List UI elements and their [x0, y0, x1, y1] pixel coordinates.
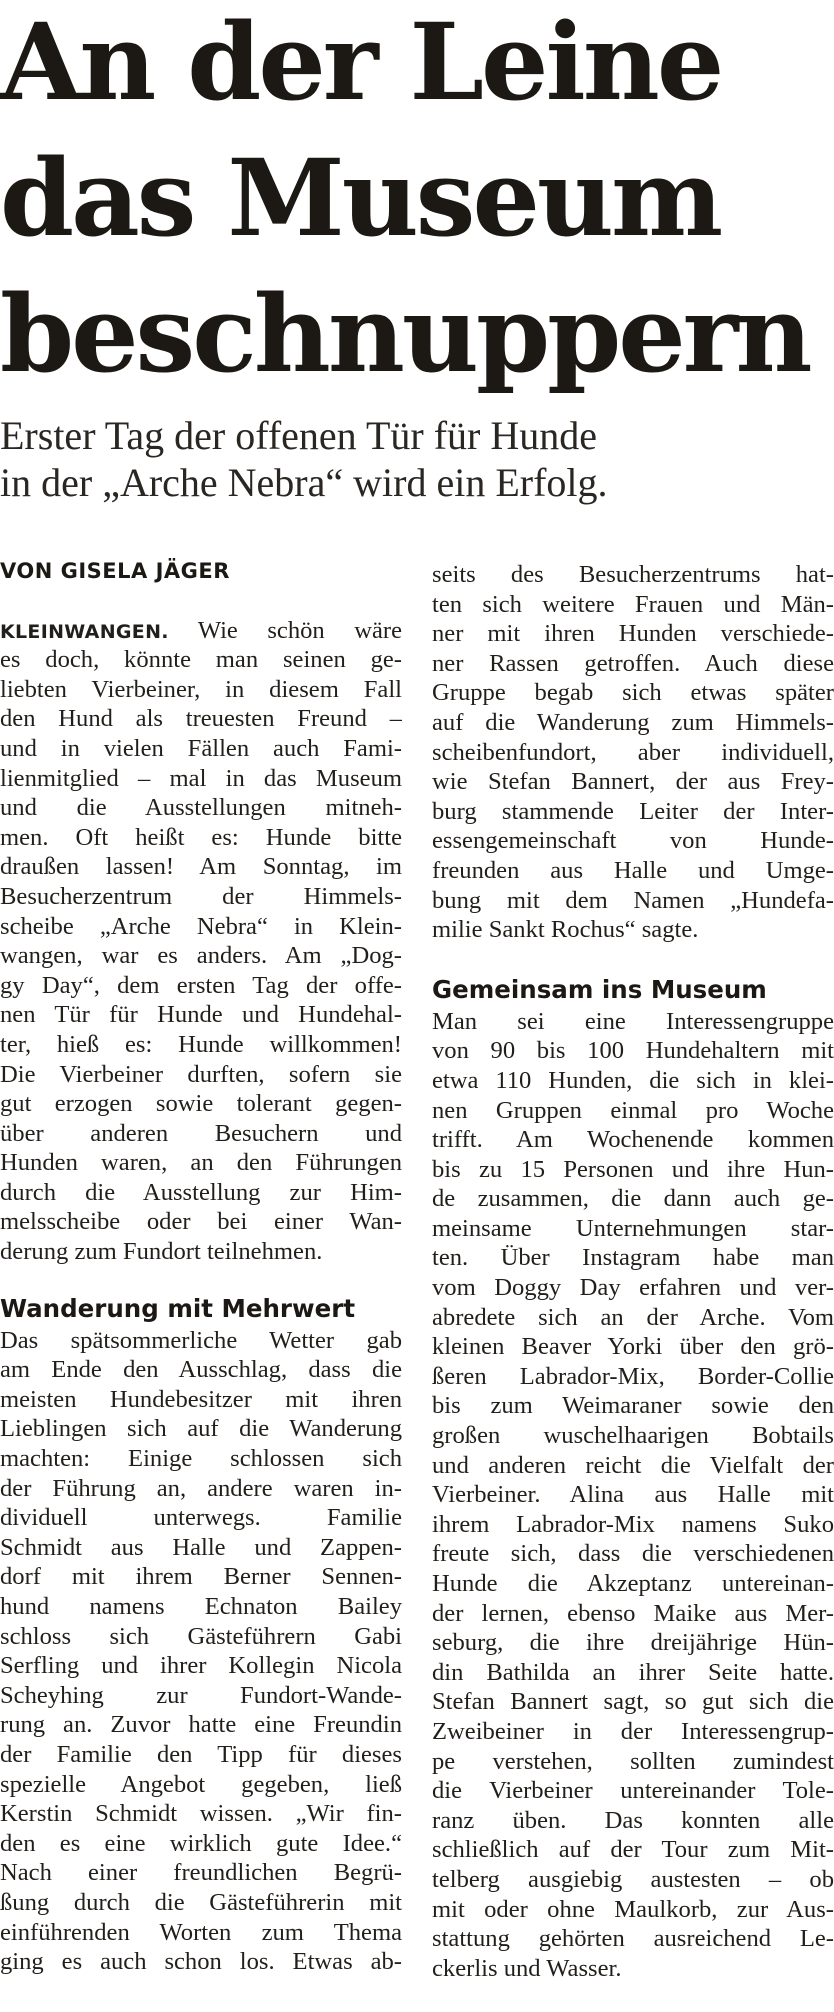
text-line: ihrem Labrador-Mix namens Suko	[432, 1510, 834, 1538]
text-line: bis zum Weimaraner sowie den	[432, 1392, 834, 1420]
text-line: und anderen reicht die Vielfalt der	[432, 1451, 834, 1479]
text-line: hund namens Echnaton Bailey	[0, 1593, 402, 1620]
text-line: Das spätsommerliche Wetter gab	[0, 1326, 402, 1354]
text-line: liebten Vierbeiner, in diesem Fall	[0, 675, 402, 703]
text-line: men. Oft heißt es: Hunde bitte	[0, 823, 402, 851]
section-heading-museum: Gemeinsam ins Museum	[432, 974, 767, 1004]
text-line: großen wuschelhaarigen Bobtails	[432, 1422, 834, 1450]
text-line: dorf mit ihrem Berner Sennen-	[0, 1563, 402, 1591]
text-line: durch die Ausstellung zur Him-	[0, 1178, 402, 1206]
text-line: melsscheibe oder bei einer Wan-	[0, 1208, 402, 1236]
section-heading-wanderung: Wanderung mit Mehrwert	[0, 1293, 356, 1323]
lead-paragraph-rest	[0, 645, 402, 1266]
text-line: telberg ausgiebig austesten – ob	[432, 1865, 834, 1893]
text-line: es doch, könnte man seinen ge-	[0, 646, 402, 674]
text-line: gut erzogen sowie tolerant gegen-	[0, 1090, 402, 1118]
byline: VON GISELA JÄGER	[0, 559, 230, 583]
text-line: Besucherzentrum der Himmels-	[0, 882, 402, 910]
text-line: der lernen, ebenso Maike aus Mer-	[432, 1599, 834, 1627]
text-line: freute sich, dass die verschiedenen	[432, 1540, 834, 1568]
text-line: bis zu 15 Personen und ihre Hun-	[432, 1155, 834, 1183]
text-line: meinsame Unternehmungen star-	[432, 1214, 834, 1242]
text-line: ten. Über Instagram habe man	[432, 1244, 834, 1272]
text-line: lienmitglied – mal in das Museum	[0, 764, 402, 792]
text-line: dividuell unterwegs. Familie	[0, 1504, 402, 1532]
text-line: freunden aus Halle und Umge-	[432, 856, 834, 884]
text-line: ßeren Labrador-Mix, Border-Collie	[432, 1362, 834, 1390]
headline-line: An der Leine	[0, 0, 722, 124]
text-line: de zusammen, die dann auch ge-	[432, 1185, 834, 1213]
text-line: Vierbeiner. Alina aus Halle mit	[432, 1481, 834, 1509]
text-line: ter, hieß es: Hunde willkommen!	[0, 1030, 402, 1058]
text-line: ßung durch die Gästeführerin mit	[0, 1888, 402, 1916]
text-line: ner Rassen getroffen. Auch diese	[432, 649, 834, 677]
text-line: auf die Wanderung zum Himmels-	[432, 708, 834, 736]
text-line: kleinen Beaver Yorki über den grö-	[432, 1333, 834, 1361]
headline	[0, 0, 834, 402]
text-line: trifft. Am Wochenende kommen	[432, 1126, 834, 1154]
text-line: derung zum Fundort teilnehmen.	[0, 1238, 323, 1266]
text-line: spezielle Angebot gegeben, ließ	[0, 1770, 402, 1798]
text-line: bung mit dem Namen „Hundefa-	[432, 886, 834, 914]
section-body-museum	[432, 1007, 834, 1984]
text-line: gy Day“, dem ersten Tag der offe-	[0, 971, 402, 999]
text-line: essengemeinschaft von Hunde-	[432, 827, 834, 855]
text-line: vom Doggy Day erfahren und ver-	[432, 1274, 834, 1302]
text-line: mit oder ohne Maulkorb, zur Aus-	[432, 1895, 834, 1923]
text-line: seburg, die ihre dreijährige Hün-	[432, 1629, 834, 1657]
subheadline	[0, 412, 834, 506]
text-line: über anderen Besuchern und	[0, 1119, 402, 1147]
text-line: Die Vierbeiner durften, sofern sie	[0, 1060, 402, 1088]
text-line: seits des Besucherzentrums hat-	[432, 561, 834, 588]
text-line: die Vierbeiner untereinander Tole-	[432, 1777, 834, 1805]
text-line: ging es auch schon los. Etwas ab-	[0, 1948, 402, 1976]
text-line: nen Tür für Hunde und Hundehal-	[0, 1001, 402, 1029]
text-line: und die Ausstellungen mitneh-	[0, 794, 402, 822]
text-line: wie Stefan Bannert, der aus Frey-	[432, 768, 834, 796]
text-line: ten sich weitere Frauen und Män-	[432, 590, 834, 618]
text-line: wangen, war es anders. Am „Dog-	[0, 942, 402, 970]
text-line: Serfling und ihrer Kollegin Nicola	[0, 1652, 402, 1680]
article-column-left	[0, 557, 402, 1977]
text-line: der Familie den Tipp für dieses	[0, 1740, 402, 1768]
text-line: meisten Hundebesitzer mit ihren	[0, 1385, 402, 1413]
headline-line: das Museum	[0, 135, 721, 260]
text-line: einführenden Worten zum Thema	[0, 1918, 402, 1946]
text-line: machten: Einige schlossen sich	[0, 1445, 402, 1473]
text-line: milie Sankt Rochus“ sagte.	[432, 916, 699, 944]
text-line: scheibenfundort, aber individuell,	[432, 738, 834, 766]
text-line: schloss sich Gästeführern Gabi	[0, 1622, 402, 1650]
continued-paragraph	[432, 560, 834, 945]
text-line: Scheyhing zur Fundort-Wande-	[0, 1681, 402, 1709]
text-line: Man sei eine Interessengruppe	[432, 1007, 834, 1035]
text-line: am Ende den Ausschlag, dass die	[0, 1356, 402, 1384]
text-line: den es eine wirklich gute Idee.“	[0, 1829, 402, 1857]
text-line: rung an. Zuvor hatte eine Freundin	[0, 1711, 402, 1739]
text-line: Lieblingen sich auf die Wanderung	[0, 1415, 402, 1443]
text-line: Hunden waren, an den Führungen	[0, 1149, 402, 1177]
text-line: pe verstehen, sollten zumindest	[432, 1747, 834, 1775]
text-line: von 90 bis 100 Hundehaltern mit	[432, 1037, 834, 1065]
headline-line: beschnuppern	[0, 271, 810, 396]
subheadline-line: in der „Arche Nebra“ wird ein Erfolg.	[0, 460, 608, 505]
text-line: nen Gruppen einmal pro Woche	[432, 1096, 834, 1124]
lead-text: Wie schön wäre	[168, 616, 402, 644]
text-line: scheibe „Arche Nebra“ in Klein-	[0, 912, 402, 940]
text-line	[0, 616, 402, 646]
text-line: Gruppe begab sich etwas später	[432, 679, 834, 707]
text-line: Stefan Bannert sagt, so gut sich die	[432, 1688, 834, 1716]
text-line: ner mit ihren Hunden verschiede-	[432, 620, 834, 648]
text-line: etwa 110 Hunden, die sich in klei-	[432, 1066, 834, 1094]
text-line: din Bathilda an ihrer Seite hatte.	[432, 1658, 834, 1686]
section-body-wanderung	[0, 1326, 402, 1977]
dateline: KLEINWANGEN.	[0, 620, 169, 643]
text-line: ranz üben. Das konnten alle	[432, 1806, 834, 1834]
text-line: und in vielen Fällen auch Fami-	[0, 734, 402, 762]
article-column-right	[432, 560, 834, 1983]
text-line: Schmidt aus Halle und Zappen-	[0, 1533, 402, 1561]
text-line: ckerlis und Wasser.	[432, 1954, 622, 1982]
text-line: Hunde die Akzeptanz untereinan-	[432, 1570, 834, 1597]
text-line: draußen lassen! Am Sonntag, im	[0, 853, 402, 881]
text-line: Kerstin Schmidt wissen. „Wir fin-	[0, 1800, 402, 1828]
text-line: Zweibeiner in der Interessengrup-	[432, 1717, 834, 1745]
subheadline-line: Erster Tag der offenen Tür für Hunde	[0, 413, 597, 458]
text-line: abredete sich an der Arche. Vom	[432, 1303, 834, 1331]
text-line: den Hund als treuesten Freund –	[0, 705, 402, 733]
text-line: burg stammende Leiter der Inter-	[432, 797, 834, 825]
text-line: der Führung an, andere waren in-	[0, 1474, 402, 1502]
text-line: stattung gehörten ausreichend Le-	[432, 1925, 834, 1953]
text-line: Nach einer freundlichen Begrü-	[0, 1859, 402, 1887]
text-line: schließlich auf der Tour zum Mit-	[432, 1836, 834, 1864]
lead-paragraph	[0, 616, 402, 1267]
